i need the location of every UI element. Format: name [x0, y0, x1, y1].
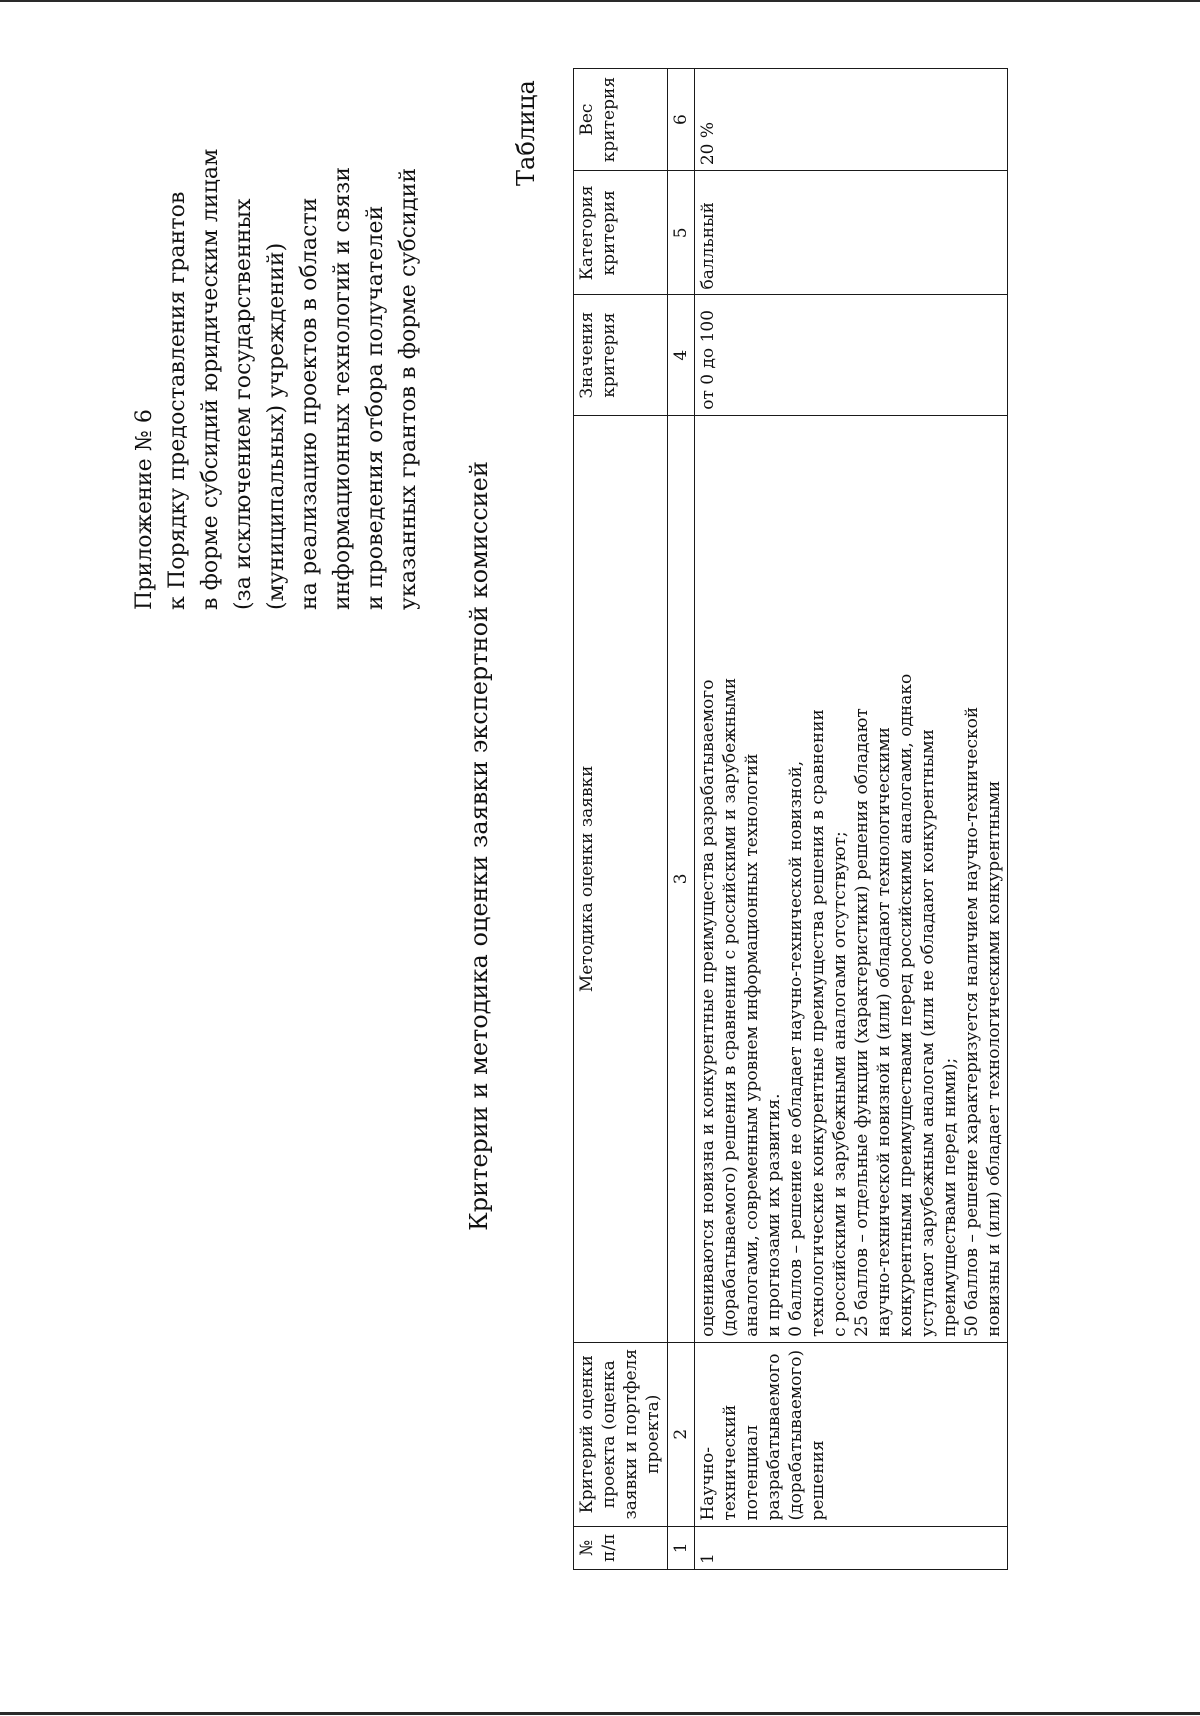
criteria-table: [573, 68, 1008, 1570]
column-number: 5: [668, 171, 695, 295]
table-header-row: [574, 69, 668, 1570]
document-title: Критерии и методика оценки заявки экспертной комиссией: [465, 461, 493, 1231]
column-number: 3: [668, 415, 695, 1342]
column-number: 6: [668, 69, 695, 171]
header-cell-number: № п/п: [574, 1526, 668, 1569]
method-line: новизны и (или) обладает технологическими конкурентными: [984, 780, 1004, 1337]
row-criterion: Научно-технический потенциал разрабатываемого (дорабатываемого) решения: [695, 1342, 1008, 1526]
column-number: 4: [668, 295, 695, 415]
appendix-line: и проведения отбора получателей: [363, 205, 388, 610]
method-line: 0 баллов – решение не обладает научно-технической новизной,: [786, 760, 806, 1337]
method-line: уступают зарубежным аналогам (или не обладают конкурентными: [918, 729, 938, 1337]
method-line: 50 баллов – решение характеризуется наличием научно-технической: [962, 706, 982, 1337]
row-number: 1: [695, 1526, 1008, 1569]
row-values: от 0 до 100: [695, 295, 1008, 415]
appendix-line: на реализацию проектов в области: [297, 197, 322, 610]
header-cell-method: Методика оценки заявки: [574, 415, 668, 1342]
method-line: аналогами, современным уровнем информационных технологий: [742, 753, 762, 1337]
header-cell-category: Категория критерия: [574, 171, 668, 295]
method-line: оцениваются новизна и конкурентные преимущества разрабатываемого: [698, 679, 718, 1337]
appendix-line: указанных грантов в форме субсидий: [396, 167, 421, 610]
method-line: с российскими и зарубежными аналогами отсутствуют;: [830, 831, 850, 1337]
header-cell-criterion: Критерий оценки проекта (оценка заявки и портфеля проекта): [574, 1342, 668, 1526]
appendix-block: [128, 10, 425, 610]
method-line: конкурентными преимуществами перед российскими аналогами, однако: [896, 673, 916, 1337]
header-cell-values: Значения критерия: [574, 295, 668, 415]
column-number-row: [668, 69, 695, 1570]
row-weight: 20 %: [695, 69, 1008, 171]
appendix-line: в форме субсидий юридическим лицам: [198, 148, 223, 610]
row-category: балльный: [695, 171, 1008, 295]
appendix-line: Приложение № 6: [132, 409, 157, 610]
method-line: 25 баллов – отдельные функции (характеристики) решения обладают: [852, 708, 872, 1337]
table-label: Таблица: [512, 80, 540, 186]
column-number: 1: [668, 1526, 695, 1569]
method-line: (дорабатываемого) решения в сравнении с российскими и зарубежными: [720, 677, 740, 1337]
row-method: [695, 415, 1008, 1342]
method-line: преимуществами перед ними);: [940, 1057, 960, 1337]
method-line: и прогнозами их развития.: [764, 1093, 784, 1337]
appendix-line: информационных технологий и связи: [330, 166, 355, 610]
header-cell-weight: Вес критерия: [574, 69, 668, 171]
appendix-line: к Порядку предоставления грантов: [165, 191, 190, 610]
table-row: [695, 69, 1008, 1570]
method-line: научно-технической новизной и (или) обладают технологическими: [874, 727, 894, 1337]
method-line: технологические конкурентные преимущества решения в сравнении: [808, 709, 828, 1337]
appendix-line: (за исключением государственных: [231, 198, 256, 610]
column-number: 2: [668, 1342, 695, 1526]
appendix-line: (муниципальных) учреждений): [264, 242, 289, 610]
